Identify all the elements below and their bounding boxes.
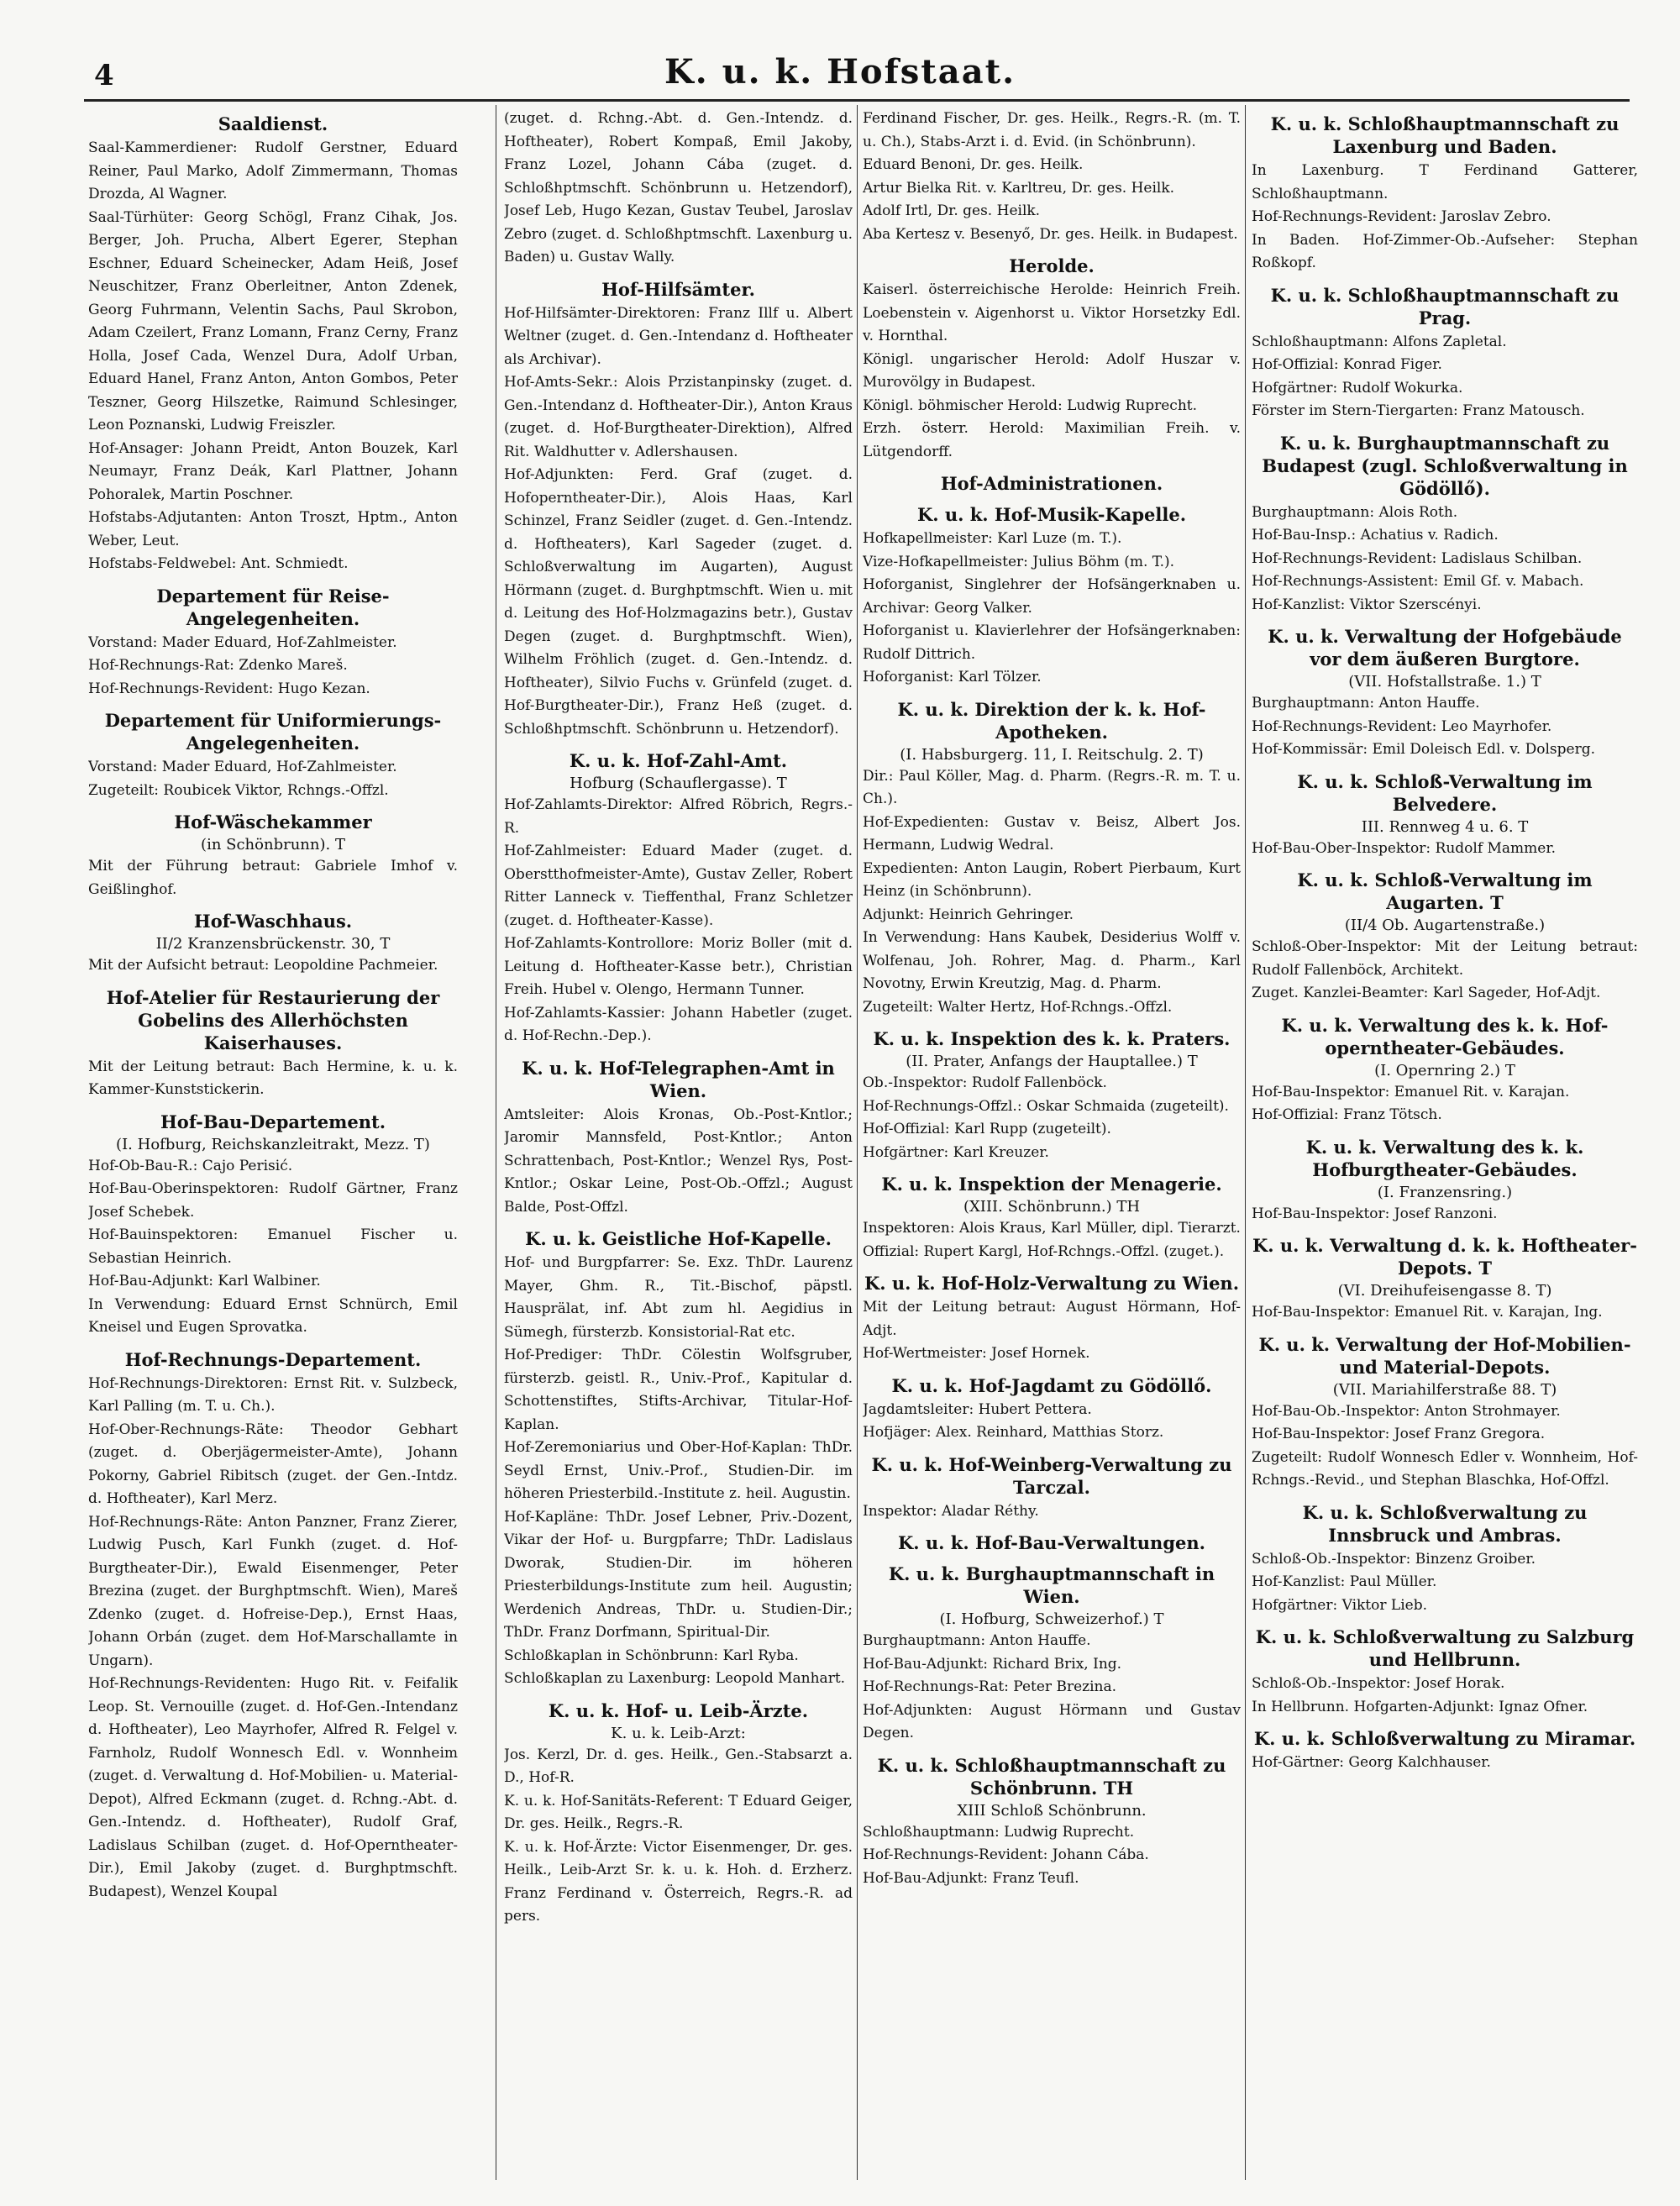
section-heading: K. u. k. Inspektion der Menagerie.	[881, 1174, 1222, 1195]
entry-text: Saal-Türhüter: Georg Schögl, Franz Cihak, Jos. Berger, Joh. Prucha, Albert Egerer, Stephan Eschner, Eduard Scheinecker, Adam Heiß, Josef Neuschitzer, Franz Oberleitner, Anton Zdenek, Georg Fuhrmann, Velentin Sachs, Paul Skrobon, Adam Czeilert, Franz Lomann, Franz Cerny, Franz Holla, Josef Cada, Wenzel Dura, Adolf Urban, Eduard Hanel, Franz Anton, Anton Gombos, Peter Teszner, Georg Hilszetke, Raimund Schlesinger, Leon Poznanski, Ludwig Freiszler.	[88, 208, 458, 433]
entry-text: Inspektor: Aladar Réthy.	[863, 1502, 1039, 1520]
section	[504, 1057, 853, 1220]
entry-text: Zugeteilt: Walter Hertz, Hof-Rchngs.-Offzl.	[863, 998, 1173, 1016]
section	[88, 709, 458, 802]
entry-text: K. u. k. Hof-Ärzte: Victor Eisenmenger, Dr. ges. Heilk., Leib-Arzt Sr. k. u. k. Hoh. d. Erzherz. Franz Ferdinand v. Österreich, Regrs.-R. ad pers.	[504, 1838, 853, 1925]
entry-text: Hoforganist u. Klavierlehrer der Hofsängerknaben: Rudolf Dittrich.	[863, 622, 1241, 663]
entry-text: In Hellbrunn. Hofgarten-Adjunkt: Ignaz Ofner.	[1252, 1698, 1588, 1715]
section	[863, 1453, 1241, 1524]
entry-text: Hof-Bau-Adjunkt: Franz Teufl.	[863, 1869, 1079, 1887]
entry-text: Hof-Kanzlist: Paul Müller.	[1252, 1573, 1437, 1590]
section	[863, 255, 1241, 464]
entry-text: Hofgärtner: Karl Kreuzer.	[863, 1143, 1049, 1161]
section-heading: K. u. k. Schloßverwaltung zu Miramar.	[1253, 1728, 1636, 1749]
entry-text: Adolf Irtl, Dr. ges. Heilk.	[863, 202, 1041, 219]
entry-text: Zugeteilt: Rudolf Wonnesch Edler v. Wonnheim, Hof-Rchngs.-Revid., und Stephan Blaschka, Hof-Offzl.	[1252, 1448, 1638, 1489]
section-heading: K. u. k. Hof-Musik-Kapelle.	[916, 504, 1187, 525]
section	[1252, 1501, 1638, 1618]
entry-text: Vize-Hofkapellmeister: Julius Böhm (m. T.).	[863, 553, 1175, 570]
entry-text: (zuget. d. Rchng.-Abt. d. Gen.-Intendz. d. Hoftheater), Robert Kompaß, Emil Jakoby, Franz Lozel, Johann Cába (zuget. d. Schloßhptmschft. Schönbrunn u. Hetzendorf), Josef Leb, Hugo Kezan, Gustav Teubel, Jaroslav Zebro (zuget. d. Schloßhptmschft. Laxenburg u. Baden) u. Gustav Wally.	[504, 110, 853, 265]
section	[88, 910, 458, 978]
entry-text: Hof-Bau-Ob.-Inspektor: Anton Strohmayer.	[1252, 1402, 1561, 1420]
entry-text: Hof- und Burgpfarrer: Se. Exz. ThDr. Laurenz Mayer, Ghm. R., Tit.-Bischof, päpstl. Hausprälat, inf. Abt zum hl. Aegidius in Sümegh, fürsterzb. Konsistorial-Rat etc.	[504, 1254, 853, 1341]
entry-text: Schloßkaplan zu Laxenburg: Leopold Manhart.	[504, 1670, 846, 1687]
entry-text: Kaiserl. österreichische Herolde: Heinrich Freih. Loebenstein v. Aigenhorst u. Viktor Horsetzky Edl. v. Hornthal.	[863, 281, 1241, 344]
entry-text: Hof-Bau-Inspektor: Josef Ranzoni.	[1252, 1205, 1498, 1222]
entry-text: Hof-Zeremoniarius und Ober-Hof-Kaplan: ThDr. Seydl Ernst, Univ.-Prof., Studien-Dir. im höheren Priesterbild.-Institute z. heil. Augustin.	[504, 1439, 853, 1502]
section	[1252, 1333, 1638, 1493]
entry-text: Hof-Kapläne: ThDr. Josef Lebner, Priv.-Dozent, Vikar der Hof- u. Burgpfarre; ThDr. Ladislaus Dworak, Studien-Dir. im höheren Priesterbildungs-Institute zum heil. Augustin; Werdenich Andreas, ThDr. u. Studien-Dir.; ThDr. Franz Dorfmann, Spiritual-Dir.	[504, 1508, 853, 1641]
entry-text: Hof-Bau-Adjunkt: Richard Brix, Ing.	[863, 1655, 1122, 1673]
section	[863, 472, 1241, 495]
section-heading: K. u. k. Schloßhauptmannschaft zu Schönbrunn. TH	[877, 1754, 1226, 1799]
column-4	[1252, 108, 1638, 2182]
entry-text: Hof-Bau-Inspektor: Emanuel Rit. v. Karajan.	[1252, 1083, 1570, 1100]
entry-text: Schloß-Ob.-Inspektor: Binzenz Groiber.	[1252, 1550, 1536, 1568]
section	[863, 503, 1241, 690]
page-number: 4	[94, 59, 114, 92]
entry-text: Saal-Kammerdiener: Rudolf Gerstner, Eduard Reiner, Paul Marko, Adolf Zimmermann, Thomas Drozda, Al Wagner.	[88, 139, 458, 202]
entry-text: Hof-Offizial: Karl Rupp (zugeteilt).	[863, 1121, 1111, 1137]
entry-text: Hof-Adjunkten: August Hörmann und Gustav Degen.	[863, 1701, 1241, 1741]
section-heading: K. u. k. Schloßhauptmannschaft zu Prag.	[1270, 284, 1620, 328]
running-title: K. u. k. Hofstaat.	[664, 52, 1016, 92]
entry-text: Hof-Wertmeister: Josef Hornek.	[863, 1345, 1090, 1362]
section-heading: Hof-Administrationen.	[940, 473, 1163, 494]
entry-text: Expedienten: Anton Laugin, Robert Pierbaum, Kurt Heinz (in Schönbrunn).	[863, 859, 1241, 900]
header-rule	[84, 99, 1630, 102]
entry-text: Schloß-Ober-Inspektor: Mit der Leitung betraut: Rudolf Fallenböck, Architekt.	[1252, 938, 1638, 979]
column-divider	[1245, 105, 1246, 2180]
section	[504, 749, 853, 1048]
section-heading: Hof-Bau-Departement.	[160, 1111, 386, 1132]
section-subheading: (I. Franzensring.)	[1377, 1183, 1513, 1201]
section-heading: K. u. k. Verwaltung des k. k. Hof-operntheater-Gebäudes.	[1281, 1014, 1609, 1058]
entry-text: Hof-Zahlamts-Kontrollore: Moriz Boller (mit d. Leitung d. Hoftheater-Kasse betr.), Christian Freih. Hubel v. Olengo, Hermann Tunner.	[504, 935, 853, 998]
section	[1252, 113, 1638, 276]
entry-text: Schloßhauptmann: Ludwig Ruprecht.	[863, 1823, 1135, 1841]
section	[863, 108, 1241, 246]
entry-text: Hof-Gärtner: Georg Kalchhauser.	[1252, 1754, 1491, 1771]
section-heading: Hof-Hilfsämter.	[601, 278, 755, 300]
section-heading: Hof-Rechnungs-Departement.	[124, 1348, 422, 1370]
entry-text: Mit der Leitung betraut: Bach Hermine, k. u. k. Kammer-Kunststickerin.	[88, 1058, 458, 1098]
entry-text: Mit der Führung betraut: Gabriele Imhof v. Geißlinghof.	[88, 858, 458, 898]
section-subheading: K. u. k. Leib-Arzt:	[611, 1724, 746, 1742]
entry-text: Eduard Benoni, Dr. ges. Heilk.	[863, 156, 1084, 173]
section-subheading: (I. Habsburgerg. 11, I. Reitschulg. 2. T)	[900, 745, 1204, 764]
section-heading: K. u. k. Inspektion des k. k. Praters.	[873, 1028, 1231, 1049]
section	[863, 698, 1241, 1020]
section-heading: Hof-Wäschekammer	[174, 811, 372, 833]
entry-text: Schloßkaplan in Schönbrunn: Karl Ryba.	[504, 1647, 799, 1664]
entry-text: Burghauptmann: Anton Hauffe.	[863, 1632, 1091, 1649]
entry-text: Zuget. Kanzlei-Beamter: Karl Sageder, Hof-Adjt.	[1252, 985, 1601, 1001]
section-heading: K. u. k. Hof- u. Leib-Ärzte.	[548, 1699, 809, 1721]
section-subheading: (in Schönbrunn). T	[201, 836, 345, 854]
section-heading: K. u. k. Verwaltung der Hofgebäude vor dem äußeren Burgtore.	[1268, 626, 1622, 670]
entry-text: Amtsleiter: Alois Kronas, Ob.-Post-Kntlor.; Jaromir Mannsfeld, Post-Kntlor.; Anton Schrattenbach, Post-Kntlor.; Wenzel Rys, Post-Kntlor.; Oskar Leine, Post-Ob.-Offzl.; August Balde, Post-Offzl.	[504, 1106, 853, 1216]
entry-text: Ferdinand Fischer, Dr. ges. Heilk., Regrs.-R. (m. T. u. Ch.), Stabs-Arzt i. d. Evid. (in Schönbrunn).	[863, 110, 1241, 150]
entry-text: Hofjäger: Alex. Reinhard, Matthias Storz.	[863, 1424, 1164, 1441]
section-heading: K. u. k. Verwaltung der Hof-Mobilien- und Material-Depots.	[1258, 1333, 1631, 1378]
entry-text: Hof-Rechnungs-Rat: Peter Brezina.	[863, 1678, 1117, 1695]
column-divider	[857, 105, 858, 2180]
entry-text: Aba Kertesz v. Besenyő, Dr. ges. Heilk. in Budapest.	[863, 225, 1238, 243]
section-heading: K. u. k. Hof-Weinberg-Verwaltung zu Tarczal.	[871, 1453, 1232, 1498]
entry-text: Inspektoren: Alois Kraus, Karl Müller, dipl. Tierarzt.	[863, 1220, 1241, 1237]
section	[504, 278, 853, 742]
entry-text: Hof-Zahlamts-Direktor: Alfred Röbrich, Regrs.-R.	[504, 796, 853, 837]
section-heading: Departement für Uniformierungs-Angelegenheiten.	[104, 710, 442, 754]
section	[1252, 1626, 1638, 1719]
entry-text: Hof-Bau-Adjunkt: Karl Walbiner.	[88, 1273, 321, 1289]
section-heading: K. u. k. Schloß-Verwaltung im Belvedere.	[1297, 770, 1593, 815]
entry-text: Mit der Aufsicht betraut: Leopoldine Pachmeier.	[88, 957, 438, 974]
entry-text: Hof-Bau-Inspektor: Emanuel Rit. v. Karajan, Ing.	[1252, 1304, 1603, 1321]
entry-text: Hof-Rechnungs-Offzl.: Oskar Schmaida (zugeteilt).	[863, 1097, 1229, 1115]
section-heading: K. u. k. Hof-Telegraphen-Amt in Wien.	[522, 1057, 835, 1101]
entry-text: Hof-Rechnungs-Direktoren: Ernst Rit. v. Sulzbeck, Karl Palling (m. T. u. Ch.).	[88, 1374, 458, 1415]
entry-text: Hof-Bau-Inspektor: Josef Franz Gregora.	[1252, 1426, 1546, 1442]
section-subheading: XIII Schloß Schönbrunn.	[957, 1801, 1147, 1820]
entry-text: Hof-Offizial: Konrad Figer.	[1252, 356, 1442, 373]
section-heading: Hof-Atelier für Restaurierung der Gobelins des Allerhöchsten Kaiserhauses.	[106, 986, 440, 1053]
entry-text: Offizial: Rupert Kargl, Hof-Rchngs.-Offzl. (zuget.).	[863, 1242, 1225, 1260]
section-heading: K. u. k. Verwaltung des k. k. Hofburgtheater-Gebäudes.	[1305, 1136, 1584, 1180]
entry-text: In Verwendung: Eduard Ernst Schnürch, Emil Kneisel und Eugen Sprovatka.	[88, 1295, 458, 1336]
section-heading: Saaldienst.	[218, 113, 328, 134]
entry-text: Artur Bielka Rit. v. Karltreu, Dr. ges. Heilk.	[863, 179, 1175, 197]
entry-text: Hof-Bau-Ober-Inspektor: Rudolf Mammer.	[1252, 839, 1557, 857]
entry-text: Hofgärtner: Rudolf Wokurka.	[1252, 379, 1463, 397]
entry-text: Hof-Hilfsämter-Direktoren: Franz Illf u. Albert Weltner (zuget. d. Gen.-Intendanz d. Hoftheater als Archivar).	[504, 304, 853, 368]
entry-text: Hof-Rechnungs-Revident: Johann Cába.	[863, 1846, 1149, 1863]
entry-text: Vorstand: Mader Eduard, Hof-Zahlmeister.	[88, 759, 397, 775]
entry-text: Erzh. österr. Herold: Maximilian Freih. v. Lütgendorff.	[863, 420, 1241, 460]
entry-text: Burghauptmann: Alois Roth.	[1252, 503, 1458, 521]
entry-text: Hof-Bau-Oberinspektoren: Rudolf Gärtner, Franz Josef Schebek.	[88, 1180, 458, 1221]
section-subheading: (XIII. Schönbrunn.) TH	[963, 1198, 1141, 1216]
section	[863, 1272, 1241, 1366]
entry-text: Mit der Leitung betraut: August Hörmann, Hof-Adjt.	[863, 1299, 1241, 1339]
section	[88, 1111, 458, 1340]
section	[1252, 1136, 1638, 1226]
entry-text: Hof-Rechnungs-Revident: Ladislaus Schilban.	[1252, 549, 1583, 567]
section-subheading: III. Rennweg 4 u. 6. T	[1361, 817, 1529, 836]
section-subheading: (I. Opernring 2.) T	[1374, 1061, 1515, 1079]
section-heading: K. u. k. Burghauptmannschaft in Wien.	[888, 1563, 1215, 1607]
section-subheading: (I. Hofburg, Reichskanzleitrakt, Mezz. T)	[116, 1135, 430, 1153]
section-subheading: (VII. Hofstallstraße. 1.) T	[1348, 673, 1541, 691]
section-heading: K. u. k. Direktion der k. k. Hof-Apotheken.	[897, 698, 1206, 743]
entry-text: Königl. böhmischer Herold: Ludwig Ruprecht.	[863, 397, 1198, 414]
entry-text: Jagdamtsleiter: Hubert Pettera.	[863, 1400, 1092, 1418]
entry-text: Hof-Rechnungs-Revident: Hugo Kezan.	[88, 680, 370, 697]
entry-text: Hof-Rechnungs-Assistent: Emil Gf. v. Mabach.	[1252, 573, 1584, 590]
section	[1252, 625, 1638, 762]
section-heading: K. u. k. Hof-Jagdamt zu Gödöllő.	[891, 1374, 1212, 1396]
section-subheading: (I. Hofburg, Schweizerhof.) T	[939, 1610, 1164, 1628]
section-heading: K. u. k. Schloßhauptmannschaft zu Laxenburg und Baden.	[1270, 113, 1620, 157]
entry-text: Hof-Ob-Bau-R.: Cajo Perisić.	[88, 1157, 293, 1174]
section-subheading: (VI. Dreihufeisengasse 8. T)	[1337, 1282, 1552, 1300]
section	[863, 1173, 1241, 1263]
entry-text: Königl. ungarischer Herold: Adolf Huszar v. Murovölgy in Budapest.	[863, 350, 1241, 391]
column-2	[504, 108, 853, 2182]
entry-text: Hof-Rechnungs-Revidenten: Hugo Rit. v. Feifalik Leop. St. Vernouille (zuget. d. Hof-Gen.-Intendanz d. Hoftheater), Leo Mayrhofer, Alfred R. Felgel v. Farnholz, Rudolf Wonnesch Edl. v. Wonnheim (zuget. d. Verwaltung d. Hof-Mobilien- u. Material-Depot), Alfred Eckmann (zuget. d. Rchng.-Abt. d. Gen.-Intendz. d. Hoftheater), Rudolf Graf, Ladislaus Schilban (zuget. d. Hof-Operntheater-Dir.), Emil Jakoby (zuget. d. Burghptmschft. Budapest), Wenzel Koupal	[88, 1675, 458, 1900]
entry-text: Hof-Prediger: ThDr. Cölestin Wolfsgruber, fürsterzb. geistl. R., Univ.-Prof., Kapitular d. Schottenstiftes, Stifts-Archivar, Titular-Hof-Kaplan.	[504, 1347, 853, 1433]
entry-text: Hoforganist, Singlehrer der Hofsängerknaben u. Archivar: Georg Valker.	[863, 576, 1241, 617]
entry-text: Hof-Bauinspektoren: Emanuel Fischer u. Sebastian Heinrich.	[88, 1226, 458, 1267]
section-heading: Hof-Waschhaus.	[193, 911, 353, 932]
section-heading: K. u. k. Verwaltung d. k. k. Hoftheater-Depots. T	[1252, 1235, 1637, 1279]
entry-text: Hof-Ansager: Johann Preidt, Anton Bouzek, Karl Neumayr, Franz Deák, Karl Plattner, Johann Pohoralek, Martin Poschner.	[88, 439, 458, 503]
section-subheading: (II. Prater, Anfangs der Hauptallee.) T	[906, 1053, 1198, 1070]
entry-text: Zugeteilt: Roubicek Viktor, Rchngs.-Offzl.	[88, 781, 389, 799]
section	[504, 1699, 853, 1929]
entry-text: Schloß-Ob.-Inspektor: Josef Horak.	[1252, 1675, 1505, 1692]
section	[863, 1531, 1241, 1554]
section-heading: Herolde.	[1009, 255, 1095, 276]
section	[504, 1227, 853, 1691]
entry-text: Hof-Adjunkten: Ferd. Graf (zuget. d. Hofoperntheater-Dir.), Alois Haas, Karl Schinzel, Franz Seidler (zuget. d. Gen.-Intendz. d. Hoftheaters), Karl Sageder (zuget. d. Schloßverwaltung im Augarten), August Hörmann (zuget. d. Burghptmschft. Wien u. mit d. Leitung des Hof-Holzmagazins betr.), Gustav Degen (zuget. d. Burghptmschft. Wien), Wilhelm Fröhlich (zuget. d. Gen.-Intendz. d. Hoftheater), Silvio Fuchs v. Grünfeld (zuget. d. Hof-Burgtheater-Dir.), Franz Heß (zuget. d. Schloßhptmschft. Schönbrunn u. Hetzendorf).	[504, 466, 853, 738]
entry-text: Hof-Zahlamts-Kassier: Johann Habetler (zuget. d. Hof-Rechn.-Dep.).	[504, 1004, 853, 1044]
entry-text: Hof-Rechnungs-Rat: Zdenko Mareš.	[88, 657, 348, 674]
entry-text: Hof-Bau-Insp.: Achatius v. Radich.	[1252, 527, 1499, 544]
entry-text: Adjunkt: Heinrich Gehringer.	[863, 906, 1074, 923]
entry-text: Schloßhauptmann: Alfons Zapletal.	[1252, 333, 1507, 350]
section	[863, 1374, 1241, 1445]
entry-text: Hof-Rechnungs-Räte: Anton Panzner, Franz Zierer, Ludwig Pusch, Karl Funkh (zuget. d. Hof-Burgtheater-Dir.), Ewald Eisenmenger, Peter Brezina (zuget. der Burghptmschft. Wien), Mareš Zdenko (zuget. d. Hofreise-Dep.), Ernst Haas, Johann Orbán (zuget. dem Hof-Marschallamte in Ungarn).	[88, 1513, 458, 1669]
entry-text: Hofstabs-Adjutanten: Anton Troszt, Hptm., Anton Weber, Leut.	[88, 509, 458, 549]
column-3	[863, 108, 1241, 2182]
entry-text: Förster im Stern-Tiergarten: Franz Matousch.	[1252, 402, 1585, 419]
section	[88, 986, 458, 1102]
section-subheading: Hofburg (Schauflergasse). T	[570, 775, 787, 792]
section-heading: K. u. k. Geistliche Hof-Kapelle.	[525, 1228, 832, 1249]
entry-text: Hof-Kommissär: Emil Doleisch Edl. v. Dolsperg.	[1252, 741, 1596, 758]
column-1	[88, 108, 458, 2182]
section	[88, 1348, 458, 1904]
section	[863, 1754, 1241, 1891]
section-heading: K. u. k. Schloß-Verwaltung im Augarten. T	[1297, 869, 1593, 913]
entry-text: Jos. Kerzl, Dr. d. ges. Heilk., Gen.-Stabsarzt a. D., Hof-R.	[504, 1746, 853, 1786]
entry-text: Hof-Amts-Sekr.: Alois Przistanpinsky (zuget. d. Gen.-Intendanz d. Hoftheater-Dir.), Anton Kraus (zuget. d. Hof-Burgtheater-Direktion), Alfred Rit. Waldhutter v. Adlershausen.	[504, 374, 853, 460]
section-heading: Departement für Reise-Angelegenheiten.	[156, 585, 390, 629]
entry-text: Hof-Ober-Rechnungs-Räte: Theodor Gebhart (zuget. d. Oberjägermeister-Amte), Johann Pokorny, Gabriel Ribitsch (zuget. der Gen.-Intdz. d. Hoftheater), Karl Merz.	[88, 1421, 458, 1507]
section-heading: K. u. k. Burghauptmannschaft zu Budapest (zugl. Schloßverwaltung in Gödöllő).	[1262, 432, 1628, 499]
entry-text: Ob.-Inspektor: Rudolf Fallenböck.	[863, 1074, 1107, 1091]
section	[88, 811, 458, 901]
entry-text: In Verwendung: Hans Kaubek, Desiderius Wolff v. Wolfenau, Joh. Rohrer, Mag. d. Pharm., Karl Novotny, Erwin Kreutzig, Mag. d. Pharm.	[863, 929, 1241, 992]
entry-text: Vorstand: Mader Eduard, Hof-Zahlmeister.	[88, 633, 397, 651]
section-heading: K. u. k. Hof-Holz-Verwaltung zu Wien.	[864, 1273, 1240, 1294]
section	[1252, 1727, 1638, 1775]
section	[88, 585, 458, 701]
section	[88, 113, 458, 576]
entry-text: Hof-Zahlmeister: Eduard Mader (zuget. d. Oberstthofmeister-Amte), Gustav Zeller, Robert Ritter Lanneck v. Tieffenthal, Franz Schletzer (zuget. d. Hoftheater-Kasse).	[504, 843, 853, 929]
section	[504, 108, 853, 270]
entry-text: Hofkapellmeister: Karl Luze (m. T.).	[863, 530, 1122, 547]
section-heading: K. u. k. Hof-Bau-Verwaltungen.	[898, 1532, 1205, 1553]
entry-text: Hof-Expedienten: Gustav v. Beisz, Albert Jos. Hermann, Ludwig Wedral.	[863, 813, 1241, 854]
section	[1252, 770, 1638, 861]
entry-text: K. u. k. Hof-Sanitäts-Referent: T Eduard Geiger, Dr. ges. Heilk., Regrs.-R.	[504, 1792, 853, 1832]
section-subheading: (VII. Mariahilferstraße 88. T)	[1332, 1380, 1557, 1399]
entry-text: In Laxenburg. T Ferdinand Gatterer, Schloßhauptmann.	[1252, 162, 1638, 202]
section	[1252, 284, 1638, 423]
entry-text: Hoforganist: Karl Tölzer.	[863, 669, 1042, 685]
entry-text: Hof-Rechnungs-Revident: Jaroslav Zebro.	[1252, 208, 1551, 225]
entry-text: Burghauptmann: Anton Hauffe.	[1252, 695, 1480, 712]
entry-text: In Baden. Hof-Zimmer-Ob.-Aufseher: Stephan Roßkopf.	[1252, 231, 1638, 271]
section-subheading: II/2 Kranzensbrückenstr. 30, T	[155, 935, 391, 953]
entry-text: Hofstabs-Feldwebel: Ant. Schmiedt.	[88, 555, 349, 572]
section-subheading: (II/4 Ob. Augartenstraße.)	[1344, 917, 1546, 934]
section	[1252, 869, 1638, 1006]
entry-text: Hof-Kanzlist: Viktor Szerscényi.	[1252, 596, 1482, 613]
section	[1252, 1234, 1638, 1325]
section-heading: K. u. k. Hof-Zahl-Amt.	[569, 750, 788, 771]
section	[1252, 432, 1638, 617]
entry-text: Hof-Offizial: Franz Tötsch.	[1252, 1106, 1442, 1123]
section	[1252, 1014, 1638, 1127]
entry-text: Dir.: Paul Köller, Mag. d. Pharm. (Regrs.-R. m. T. u. Ch.).	[863, 767, 1241, 807]
entry-text: Hofgärtner: Viktor Lieb.	[1252, 1596, 1427, 1614]
section-heading: K. u. k. Schloßverwaltung zu Innsbruck und Ambras.	[1302, 1501, 1588, 1546]
section-heading: K. u. k. Schloßverwaltung zu Salzburg und Hellbrunn.	[1255, 1626, 1635, 1670]
entry-text: Hof-Rechnungs-Revident: Leo Mayrhofer.	[1252, 717, 1552, 735]
section	[863, 1027, 1241, 1164]
section	[863, 1563, 1241, 1746]
